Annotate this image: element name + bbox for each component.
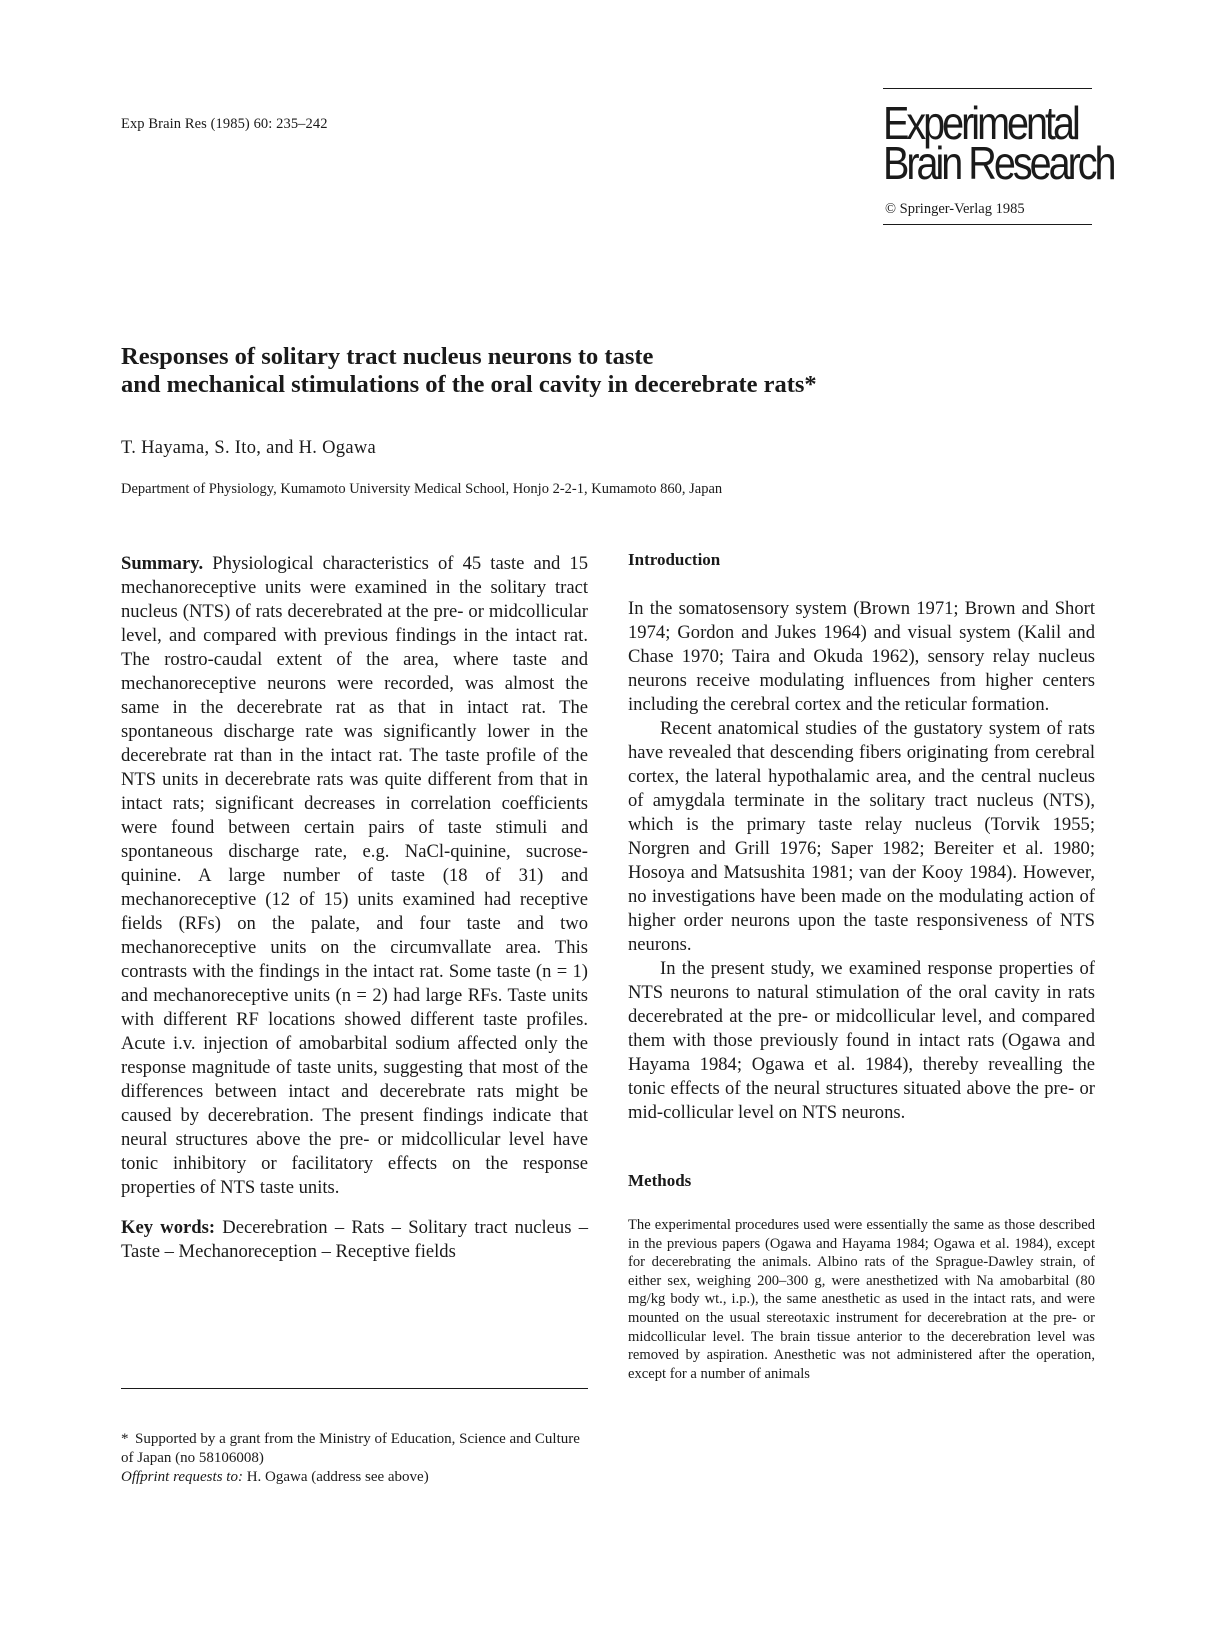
journal-citation: Exp Brain Res (1985) 60: 235–242 [121,116,328,132]
footnote-support [121,1430,588,1468]
introduction-paragraph-3: In the present study, we examined response properties of NTS neurons to natural stimulation of the oral cavity in rats decerebrated at the pre- or midcollicular level, and compared them with those previously found in intact rats (Ogawa and Hayama 1984; Ogawa et al. 1984), thereby revealling the tonic effects of the neural structures situated above the pre- or mid-collicular level on NTS neurons. [628,958,1095,1123]
article-title-line1: Responses of solitary tract nucleus neurons to taste [121,343,654,370]
article-title-line2: and mechanical stimulations of the oral cavity in decerebrate rats* [121,371,817,398]
summary-label: Summary. [121,553,204,574]
copyright-notice: © Springer-Verlag 1985 [885,201,1025,217]
journal-name-line2: Brain Research [883,137,1114,189]
summary-paragraph [121,552,588,1200]
offprint-text: H. Ogawa (address see above) [246,1469,429,1485]
masthead-bottom-rule [883,224,1092,225]
footnotes [121,1430,588,1487]
author-list: T. Hayama, S. Ito, and H. Ogawa [121,438,377,458]
keywords-text: Decerebration – Rats – Solitary tract nucleus – Taste – Mechanoreception – Receptive fields [121,1217,588,1262]
summary-text: Physiological characteristics of 45 taste and 15 mechanoreceptive units were examined in the solitary tract nucleus (NTS) of rats decerebrated at the pre- or midcollicular level, and compared with previous findings in the intact rat. The rostro-caudal extent of the area, where taste and mechanoreceptive neurons were recorded, was almost the same in the decerebrate rat as that in intact rat. The spontaneous discharge rate was significantly lower in the decerebrate rat than in the intact rat. The taste profile of the NTS units in decerebrate rats was quite different from that in intact rats; significant decreases in correlation coefficients were found between certain pairs of taste stimuli and spontaneous discharge rate, e.g. NaCl-quinine, sucrose-quinine. A large number of taste (18 of 31) and mechanoreceptive (12 of 15) units examined had receptive fields (RFs) on the palate, and four taste and two mechanoreceptive units on the circumvallate area. This contrasts with the findings in the intact rat. Some taste (n = 1) and mechanoreceptive units (n = 2) had large RFs. Taste units with different RF locations showed different taste profiles. Acute i.v. injection of amobarbital sodium affected only the response magnitude of taste units, suggesting that most of the differences between intact and decerebrate rats might be caused by decerebration. The present findings indicate that neural structures above the pre- or midcollicular level have tonic inhibitory or facilitatory effects on the response properties of NTS taste units. [121,553,588,1198]
introduction-paragraph-1: In the somatosensory system (Brown 1971; Brown and Short 1974; Gordon and Jukes 1964) and visual system (Kalil and Chase 1970; Taira and Okuda 1962), sensory relay nucleus neurons receive modulating influences from higher centers including the cerebral cortex and the reticular formation. [628,598,1095,715]
footnote-support-text: Supported by a grant from the Ministry of Education, Science and Culture of Japan (no 58106008) [121,1431,580,1466]
introduction-heading: Introduction [628,550,721,569]
footnote-offprint [121,1468,588,1487]
author-affiliation: Department of Physiology, Kumamoto University Medical School, Honjo 2-2-1, Kumamoto 860, Japan [121,481,723,497]
footnote-star: * [121,1431,129,1447]
article-title [121,343,1021,399]
keywords-label: Key words: [121,1217,216,1238]
footnote-divider [121,1388,588,1389]
left-column [121,552,588,1264]
offprint-label: Offprint requests to: [121,1469,243,1485]
methods-heading: Methods [628,1171,692,1190]
introduction-paragraph-2: Recent anatomical studies of the gustatory system of rats have revealed that descending fibers originating from cerebral cortex, the lateral hypothalamic area, and the central nucleus of amygdala terminate in the solitary tract nucleus (NTS), which is the primary taste relay nucleus (Torvik 1955; Norgren and Grill 1976; Saper 1982; Bereiter et al. 1980; Hosoya and Matsushita 1981; van der Kooy 1984). However, no investigations have been made on the modulating action of higher order neurons upon the taste responsiveness of NTS neurons. [628,718,1095,955]
keywords-paragraph [121,1216,588,1264]
masthead-top-rule [883,88,1092,89]
right-column [628,550,1095,1383]
journal-masthead [883,88,1114,225]
methods-paragraph: The experimental procedures used were essentially the same as those described in the previous papers (Ogawa and Hayama 1984; Ogawa et al. 1984), except for decerebrating the animals. Albino rats of the Sprague-Dawley strain, of either sex, weighing 200–300 g, were anesthetized with Na amobarbital (80 mg/kg body wt., i.p.), the same anesthetic as used in the intact rats, and were mounted on the usual stereotaxic instrument for decerebration at the pre- or midcollicular level. The brain tissue anterior to the decerebration level was removed by aspiration. Anesthetic was not administered after the operation, except for a number of animals [628,1217,1095,1382]
journal-name-line1: Experimental [883,97,1078,149]
journal-name [883,97,1114,189]
